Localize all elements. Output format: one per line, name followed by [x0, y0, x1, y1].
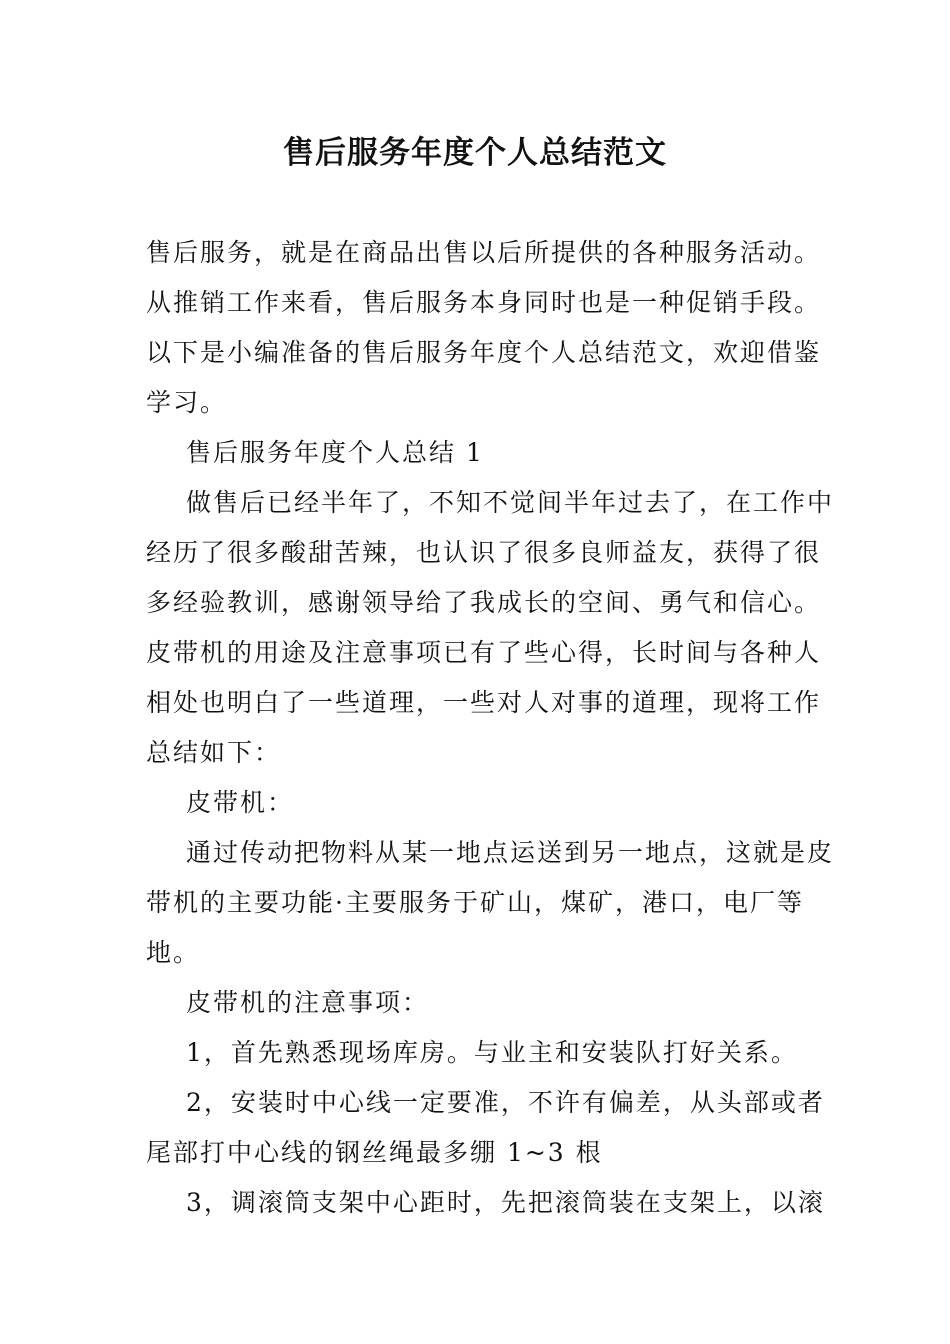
text-line: 总结如下： — [146, 738, 282, 767]
text-line: 学习。 — [146, 388, 228, 417]
text-line: 多经验教训，感谢领导给了我成长的空间、勇气和信心。 — [146, 588, 822, 617]
text-line: 以下是小编准备的售后服务年度个人总结范文，欢迎借鉴 — [146, 338, 822, 367]
text-line: 做售后已经半年了，不知不觉间半年过去了，在工作中 — [186, 488, 835, 517]
text-line: 从推销工作来看，售后服务本身同时也是一种促销手段。 — [146, 288, 822, 317]
document-title: 售后服务年度个人总结范文 — [283, 135, 667, 171]
list-item: 2，安装时中心线一定要准，不许有偏差，从头部或者 — [186, 1088, 825, 1117]
text-line: 相处也明白了一些道理，一些对人对事的道理，现将工作 — [146, 688, 822, 717]
text-line: 地。 — [146, 938, 201, 967]
text-line: 带机的主要功能·主要服务于矿山，煤矿，港口，电厂等 — [146, 888, 804, 917]
subheading: 皮带机的注意事项： — [186, 988, 430, 1017]
text-line: 通过传动把物料从某一地点运送到另一地点，这就是皮 — [186, 838, 835, 867]
text-line: 售后服务，就是在商品出售以后所提供的各种服务活动。 — [146, 238, 822, 267]
subheading: 皮带机： — [186, 788, 295, 817]
list-item: 3，调滚筒支架中心距时，先把滚筒装在支架上，以滚 — [186, 1188, 825, 1217]
list-item: 1，首先熟悉现场库房。与业主和安装队打好关系。 — [186, 1038, 798, 1067]
text-line: 尾部打中心线的钢丝绳最多绷 1~3 根 — [146, 1138, 603, 1167]
text-line: 经历了很多酸甜苦辣，也认识了很多良师益友，获得了很 — [146, 538, 822, 567]
text-line: 皮带机的用途及注意事项已有了些心得，长时间与各种人 — [146, 638, 822, 667]
section-heading: 售后服务年度个人总结 1 — [186, 438, 484, 467]
